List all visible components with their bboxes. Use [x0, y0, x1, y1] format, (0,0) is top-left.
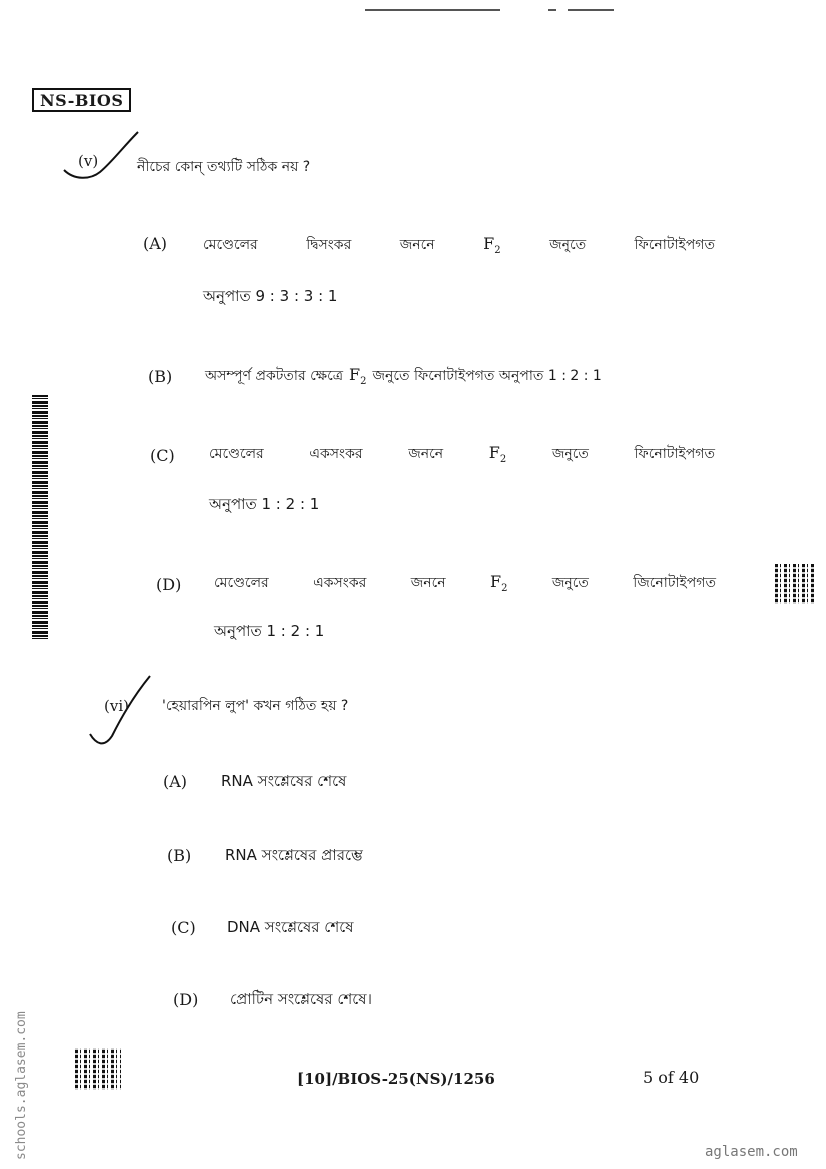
- option-word: ফিনোটাইপগত: [634, 237, 715, 253]
- option-word: মেণ্ডেলের: [214, 575, 269, 591]
- option-word: জননে: [408, 446, 444, 462]
- barcode-icon: [32, 395, 48, 640]
- top-scan-line-right: [568, 9, 614, 11]
- option-label: (C): [150, 446, 175, 465]
- option-continuation: অনুপাত 9 : 3 : 3 : 1: [203, 287, 338, 305]
- option-word: একসংকর: [309, 446, 363, 462]
- option-label: (A): [143, 234, 168, 253]
- page-number: 5 of 40: [643, 1068, 700, 1087]
- option-word: জনুতে: [551, 446, 589, 462]
- paper-code-box: NS-BIOS: [32, 88, 131, 112]
- option-word: মেণ্ডেলের: [209, 446, 264, 462]
- option-word: জননে: [410, 575, 446, 591]
- option-label: (B): [167, 846, 192, 865]
- f2-generation: $F_2$: [489, 572, 508, 594]
- option-word: একসংকর: [313, 575, 367, 591]
- question-number: (v): [78, 152, 99, 170]
- question-text: নীচের কোন্ তথ্যটি সঠিক নয় ?: [137, 159, 311, 175]
- option-label: (A): [163, 772, 188, 791]
- top-scan-line: [365, 9, 500, 11]
- bottom-watermark: aglasem.com: [705, 1144, 798, 1160]
- option-label: (D): [156, 575, 182, 594]
- option-word: জনুতে: [551, 575, 589, 591]
- top-scan-line-short: [548, 9, 556, 11]
- option-continuation: অনুপাত 1 : 2 : 1: [214, 622, 325, 640]
- option-text-suffix: জনুতে ফিনোটাইপগত অনুপাত 1 : 2 : 1: [372, 368, 602, 384]
- option-word: জননে: [399, 237, 435, 253]
- option-continuation: অনুপাত 1 : 2 : 1: [209, 495, 320, 513]
- option-text: RNA সংশ্লেষের শেষে: [221, 772, 347, 790]
- f2-generation: $F_2$: [483, 234, 501, 256]
- option-text-line: [203, 233, 715, 257]
- tick-mark-icon: [60, 128, 140, 183]
- question-number: (vi): [104, 697, 129, 715]
- qr-code-icon: [75, 1048, 121, 1090]
- option-text: প্রোটিন সংশ্লেষের শেষে।: [230, 990, 372, 1008]
- option-label: (B): [148, 367, 173, 386]
- option-text-line: [209, 442, 715, 466]
- question-text: 'হেয়ারপিন লুপ' কখন গঠিত হয় ?: [162, 698, 349, 714]
- option-label: (C): [171, 918, 196, 937]
- qr-code-icon: [775, 564, 815, 604]
- option-word: জনুতে: [549, 237, 587, 253]
- option-word: জিনোটাইপগত: [633, 575, 716, 591]
- f2-generation: $F_2$: [488, 443, 507, 465]
- side-watermark: schools.aglasem.com: [14, 1011, 29, 1160]
- f2-generation: $F_2$: [349, 365, 367, 387]
- option-text-line: [214, 571, 716, 595]
- option-word: মেণ্ডেলের: [203, 237, 258, 253]
- option-word: ফিনোটাইপগত: [634, 446, 715, 462]
- option-word: দ্বিসংকর: [306, 237, 352, 253]
- option-text: DNA সংশ্লেষের শেষে: [227, 918, 354, 936]
- option-text: RNA সংশ্লেষের প্রারম্ভে: [225, 846, 363, 864]
- footer-paper-code: [10]/BIOS-25(NS)/1256: [297, 1070, 495, 1088]
- option-text-line: [205, 364, 711, 388]
- option-label: (D): [173, 990, 199, 1009]
- option-text-prefix: অসম্পূর্ণ প্রকটতার ক্ষেত্রে: [205, 368, 344, 384]
